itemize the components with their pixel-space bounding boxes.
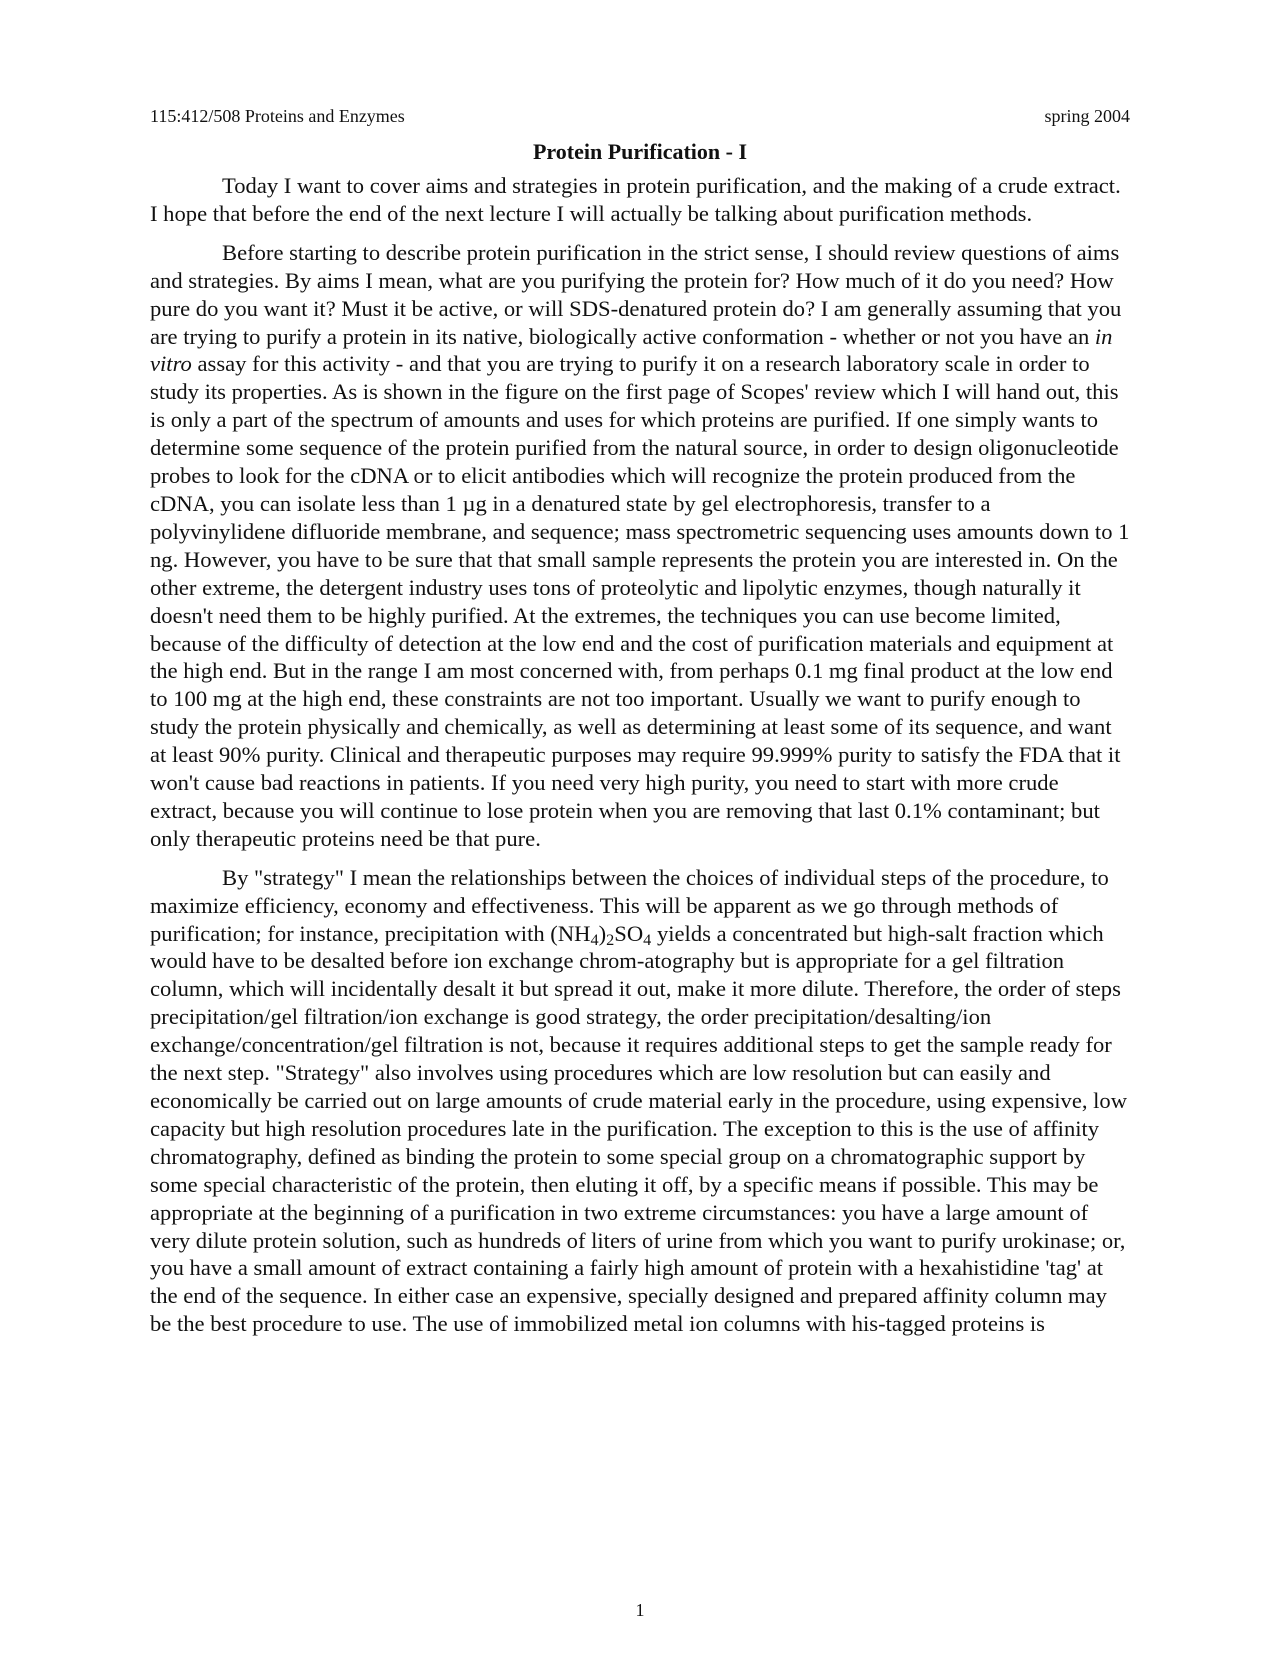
course-title: 115:412/508 Proteins and Enzymes <box>150 106 405 126</box>
document-page <box>150 104 1130 1349</box>
paragraph-strategy <box>150 864 1130 1338</box>
page-title: Protein Purification - I <box>532 139 748 164</box>
running-header <box>150 104 1130 128</box>
paragraph-intro-text: Today I want to cover aims and strategies in protein purification, and the making of a crude extract. I hope that before the end of the next lecture I will actually be talking about purification methods. <box>150 173 1121 226</box>
page-number: 1 <box>635 1600 645 1620</box>
formula-sub-2: 2 <box>606 930 615 949</box>
formula-paren: ) <box>598 920 607 946</box>
paragraph-aims-italic: in vitro <box>150 323 1113 377</box>
formula-sub-1: 4 <box>590 930 599 949</box>
paragraph-aims-text-a: Before starting to describe protein purification in the strict sense, I should review questions of aims and strategies. By aims I mean, what are you purifying the protein for? How much of it do you need? How pure do you want it? Must it be active, or will SDS-denatured protein do? I am generally assuming that you are trying to purify a protein in its native, biologically active conformation - whether or not you have an <box>150 239 1122 349</box>
paragraph-aims <box>150 239 1130 853</box>
paragraph-strategy-text-a: By "strategy" I mean the relationships between the choices of individual steps of the procedure, to maximize efficiency, economy and effectiveness. This will be apparent as we go through methods of purification; for instance, precipitation with (NH <box>150 864 1109 946</box>
term-label: spring 2004 <box>1044 106 1130 126</box>
paragraph-intro <box>150 172 1130 228</box>
formula-sub-3: 4 <box>643 930 652 949</box>
paragraph-strategy-text-b: yields a concentrated but high-salt fraction which would have to be desalted before ion exchange chrom-atography but is appropriate for a gel filtration column, which will incidentally desalt it but spread it out, make it more dilute. Therefore, the order of steps precipitation/gel filtration/ion exchange is good strategy, the order precipitation/desalting/ion exchange/concentration/gel filtration is not, because it requires additional steps to get the sample ready for the next step. "Strategy" also involves using procedures which are low resolution but can easily and economically be carried out on large amounts of crude material early in the procedure, using expensive, low capacity but high resolution procedures late in the purification. The exception to this is the use of affinity chromatography, defined as binding the protein to some special group on a chromatographic support by some special characteristic of the protein, then eluting it off, by a specific means if possible. This may be appropriate at the beginning of a purification in two extreme circumstances: you have a large amount of very dilute protein solution, such as hundreds of liters of urine from which you want to purify urokinase; or, you have a small amount of extract containing a fairly high amount of protein with a hexahistidine 'tag' at the end of the sequence. In either case an expensive, specially designed and prepared affinity column may be the best procedure to use. The use of immobilized metal ion columns with his-tagged proteins is <box>150 920 1128 1337</box>
paragraph-aims-text-b: assay for this activity - and that you are trying to purify it on a research laboratory scale in order to study its properties. As is shown in the figure on the first page of Scopes' review which I will hand out, this is only a part of the spectrum of amounts and uses for which proteins are purified. If one simply wants to determine some sequence of the protein purified from the natural source, in order to design oligonucleotide probes to look for the cDNA or to elicit antibodies which will recognize the protein produced from the cDNA, you can isolate less than 1 µg in a denatured state by gel electrophoresis, transfer to a polyvinylidene difluoride membrane, and sequence; mass spectrometric sequencing uses amounts down to 1 ng. However, you have to be sure that that small sample represents the protein you are interested in. On the other extreme, the detergent industry uses tons of proteolytic and lipolytic enzymes, though naturally it doesn't need them to be highly purified. At the extremes, the techniques you can use become limited, because of the difficulty of detection at the low end and the cost of purification materials and equipment at the high end. But in the range I am most concerned with, from perhaps 0.1 mg final product at the low end to 100 mg at the high end, these constraints are not too important. Usually we want to purify enough to study the protein physically and chemically, as well as determining at least some of its sequence, and want at least 90% purity. Clinical and therapeutic purposes may require 99.999% purity to satisfy the FDA that it won't cause bad reactions in patients. If you need very high purity, you need to start with more crude extract, because you will continue to lose protein when you are removing that last 0.1% contaminant; but only therapeutic proteins need be that pure. <box>150 351 1130 851</box>
formula-so: SO <box>614 920 644 946</box>
